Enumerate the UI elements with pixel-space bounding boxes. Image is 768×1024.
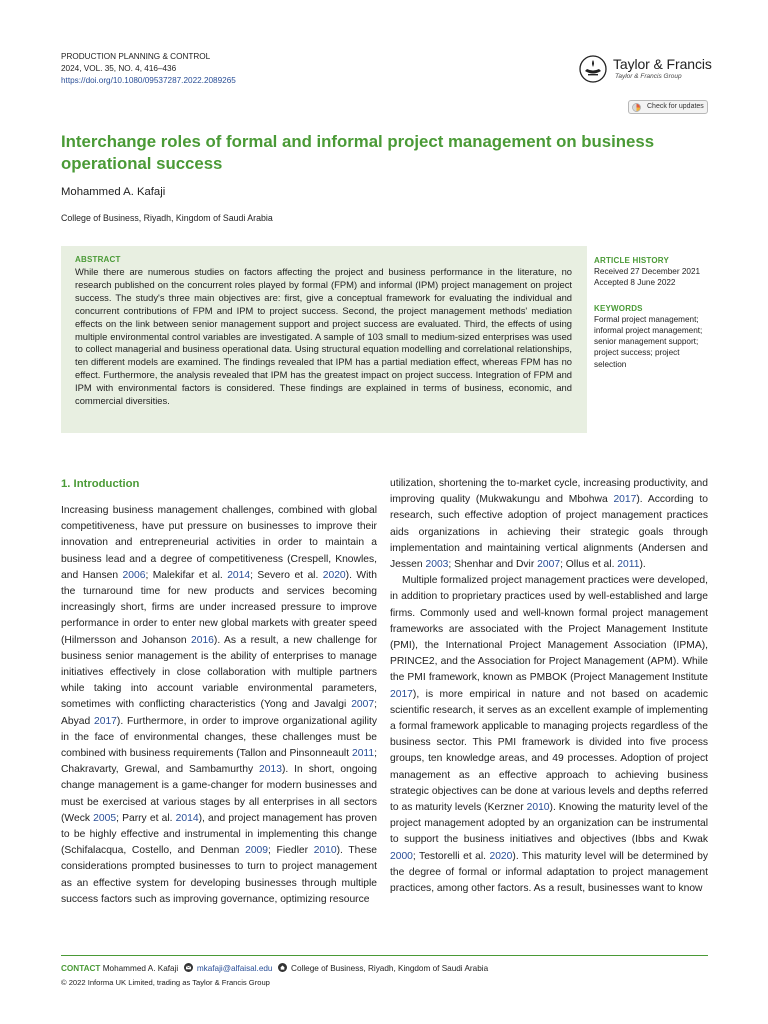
accepted-date: Accepted 8 June 2022 — [594, 278, 676, 288]
intro-paragraph-2 — [390, 573, 708, 897]
body-text: ), and project management has proven to be highly effective and instrumental in implementing this change (Schifalacqua, Costello, and Denman — [61, 812, 377, 857]
check-for-updates-button[interactable] — [628, 100, 708, 114]
citation-link[interactable]: 2007 — [351, 699, 375, 711]
citation-link[interactable]: 2010 — [526, 802, 550, 814]
citation-link[interactable]: 2017 — [94, 715, 117, 727]
body-text: ; Chakravarty, Grewal, and Sambamurthy — [61, 748, 377, 776]
body-text: ; Fiedler — [268, 845, 314, 857]
citation-link[interactable]: 2020 — [322, 569, 346, 581]
contact-label: CONTACT — [61, 964, 101, 973]
citation-link[interactable]: 2003 — [425, 559, 449, 571]
body-text: ; Severo et al. — [250, 569, 323, 581]
intro-paragraph-1-continued — [390, 476, 708, 573]
body-text: ; Ollus et al. — [560, 559, 618, 571]
citation-link[interactable]: 2014 — [175, 812, 199, 824]
contact-name: Mohammed A. Kafaji — [102, 964, 179, 973]
column-right — [390, 476, 708, 897]
contact-email[interactable]: mkafaji@alfaisal.edu — [196, 964, 273, 973]
footer-divider — [61, 955, 708, 956]
body-text: ), is more empirical in nature and not based on academic scientific research, it serves as an excellent example of implementing a formal framework applicable to managing projects regardless of the business sector. This PMI framework is divided into five process groups, ten knowledge areas, and 49 processes. Adoption of project management as an effective approach to achieving business strategic objectives can be done at various levels and depths referred to as maturity levels (Kerzner — [390, 688, 708, 814]
received-date: Received 27 December 2021 — [594, 267, 701, 276]
keywords-text: Formal project management; informal project management; senior management support; project success; project selection — [594, 314, 703, 369]
body-text: ; Parry et al. — [116, 812, 176, 824]
article-title: Interchange roles of formal and informal project management on business operational success — [61, 132, 655, 173]
abstract-heading: ABSTRACT — [75, 255, 121, 264]
citation-link[interactable]: 2000 — [390, 850, 413, 862]
body-text: ). Furthermore, in order to improve organizational agility in the face of environmental changes, these challenges must be combined with business requirements (Tallon and Pinsonneault — [61, 715, 377, 760]
publisher-lamp-icon — [578, 54, 608, 84]
body-text: ; Malekifar et al. — [145, 569, 228, 581]
body-text: ). This maturity level will be determined by the degree of formal or informal adaptation to project management practices, among other factors. As a result, businesses want to know — [390, 850, 708, 895]
email-icon — [184, 963, 193, 972]
copyright-notice: © 2022 Informa UK Limited, trading as Taylor & Francis Group — [61, 978, 270, 987]
journal-volume: 2024, VOL. 35, NO. 4, 416–436 — [61, 64, 177, 73]
journal-info — [61, 51, 236, 87]
citation-link[interactable]: 2017 — [613, 494, 637, 506]
section-heading-introduction: 1. Introduction — [61, 478, 140, 490]
column-left — [61, 476, 377, 908]
citation-link[interactable]: 2010 — [313, 845, 337, 857]
contact-line — [61, 963, 488, 975]
author-affiliation: College of Business, Riyadh, Kingdom of Saudi Arabia — [61, 213, 273, 223]
article-sidebar — [594, 255, 712, 370]
citation-link[interactable]: 2005 — [93, 812, 117, 824]
body-text: ). With the turnaround time for new products and services becoming increasingly short, firms are under increased pressure to improve performance in order to enter new global markets with greater speed (Hilmersson and Johanson — [61, 569, 377, 646]
intro-paragraph-1 — [61, 503, 377, 908]
body-text: ; Testorelli et al. — [412, 850, 490, 862]
contact-address: College of Business, Riyadh, Kingdom of Saudi Arabia — [291, 964, 489, 973]
citation-link[interactable]: 2006 — [122, 569, 146, 581]
doi-link[interactable]: https://doi.org/10.1080/09537287.2022.2089265 — [61, 76, 236, 85]
check-updates-label: Check for updates — [647, 103, 704, 110]
body-text: Increasing business management challenges, combined with global competitiveness, have put pressure on businesses to improve their innovation and entrepreneurial activities in order to maintain a business lead and a degree of competitiveness (Crespell, Knowles, and Hansen — [61, 505, 377, 581]
body-text: ). In short, ongoing change management is a game-changer for modern businesses and must be exercised at various stages by all enterprises in all sectors (Weck — [61, 764, 378, 824]
journal-name: PRODUCTION PLANNING & CONTROL — [61, 52, 211, 61]
publisher-logo — [578, 50, 713, 90]
citation-link[interactable]: 2020 — [489, 850, 513, 862]
body-text: ; Shenhar and Dvir — [448, 559, 538, 571]
citation-link[interactable]: 2017 — [390, 688, 413, 700]
address-icon — [278, 963, 287, 972]
body-text: ). As a result, a new challenge for business senior management is the ability of enterprises to manage initiatives effectively in close collaboration with multiple partners while taking into account variable environmental parameters, sometimes with conflicting characteristics (Yong and Javalgi — [61, 634, 378, 711]
author-name: Mohammed A. Kafaji — [61, 186, 166, 198]
citation-link[interactable]: 2007 — [537, 559, 561, 571]
citation-link[interactable]: 2011 — [617, 559, 640, 571]
citation-link[interactable]: 2009 — [245, 845, 269, 857]
publisher-name: Taylor & Francis — [613, 56, 712, 72]
body-text: ). Knowing the maturity level of the project management adopted by an organization can be instrumental to support the business initiatives and objectives (Ibbs and Kwak — [390, 802, 708, 846]
body-text: ). — [639, 559, 646, 571]
body-text: utilization, shortening the to-market cycle, increasing productivity, and improving quality (Mukwakungu and Mbohwa — [390, 478, 708, 506]
keywords-heading: KEYWORDS — [594, 303, 643, 313]
body-text: Multiple formalized project management practices were developed, in addition to proprietary practices used by well-established and large firms. Commonly used and well-known formal project management frameworks are associated with the Project Management Institute (PMI), the International Project Management Association (IPMA), PRINCE2, and the Association for Project Management (APM). While the PMI framework, known as PMBOK (Project Management Institute — [390, 575, 708, 684]
article-history-heading: ARTICLE HISTORY — [594, 256, 670, 265]
citation-link[interactable]: 2013 — [259, 764, 282, 776]
publisher-group: Taylor & Francis Group — [615, 73, 682, 80]
check-updates-icon — [632, 103, 641, 112]
citation-link[interactable]: 2014 — [227, 569, 251, 581]
citation-link[interactable]: 2016 — [191, 634, 214, 646]
abstract-text: While there are numerous studies on factors affecting the project and business performance in the literature, no research published on the concurrent roles played by formal (FPM) and informal (IPM) project management on project success. The study's three main objectives are: first, give a conceptual framework for evaluating the individual and concurrent contributions of FPM and IPM to project success. Second, the project management methods' mediation effects on the link between senior management support and project success are evaluated. Third, the effects of using multiple environmental control variables are investigated. A sample of 103 small to medium-sized enterprises was used to collect managerial and business operational data. Using structural equation modelling and correlational relationships, ten different models are examined. The findings revealed that IPM has a partial mediation effect, whereas FPM has no effect. Furthermore, the analysis revealed that IPM has the greatest impact on project success. Integration of FPM and IPM with environmental factors is considered. These findings are explained in terms of business, economic, and commercial diversities. — [75, 266, 572, 407]
body-text: ). According to research, such effective adoption of project management practices aids organizations in achieving their strategic goals through implementation and maintaining vertical alignments (Andersen and Jessen — [390, 494, 708, 571]
citation-link[interactable]: 2011 — [351, 748, 375, 760]
body-text: ). These considerations prompted businesses to turn to project management as an effective system for developing businesses through multiple success factors such as improving governance, optimizing resource — [61, 845, 377, 905]
body-text: ; Abyad — [61, 699, 377, 727]
